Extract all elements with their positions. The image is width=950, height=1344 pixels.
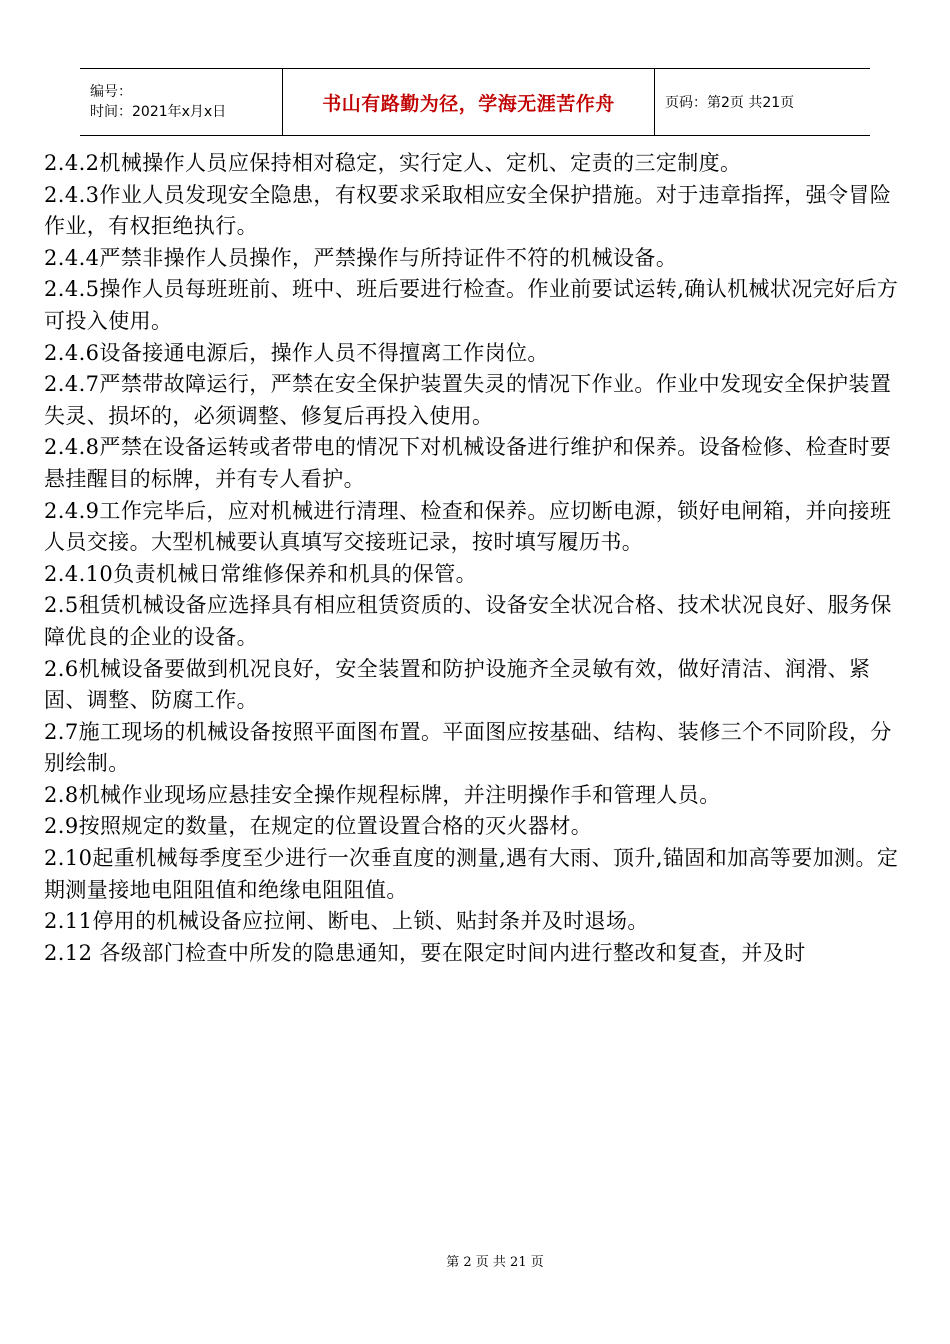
header-meta — [80, 69, 283, 135]
paragraph: 2.8机械作业现场应悬挂安全操作规程标牌，并注明操作手和管理人员。 — [44, 782, 721, 807]
header-page-cell — [655, 69, 870, 135]
paragraph: 2.4.8严禁在设备运转或者带电的情况下对机械设备进行维护和保养。设备检修、检查时要悬挂醒目的标牌，并有专人看护。 — [44, 435, 892, 491]
paragraph: 2.4.10负责机械日常维修保养和机具的保管。 — [44, 561, 477, 586]
paragraph: 2.6机械设备要做到机况良好，安全装置和防护设施齐全灵敏有效，做好清洁、润滑、紧固、调整、防腐工作。 — [44, 656, 871, 713]
paragraph: 2.4.2机械操作人员应保持相对稳定，实行定人、定机、定责的三定制度。 — [44, 151, 742, 175]
paragraph: 2.11停用的机械设备应拉闸、断电、上锁、贴封条并及时退场。 — [44, 909, 649, 934]
paragraph: 2.4.5操作人员每班班前、班中、班后要进行检查。作业前要试运转,确认机械状况完好后方可投入使用。 — [44, 277, 899, 333]
document-body — [44, 148, 912, 969]
page-header — [80, 68, 870, 136]
paragraph: 2.5租赁机械设备应选择具有相应租赁资质的、设备安全状况合格、技术状况良好、服务保障优良的企业的设备。 — [44, 593, 892, 649]
paragraph: 2.4.9工作完毕后，应对机械进行清理、检查和保养。应切断电源，锁好电闸箱，并向接班人员交接。大型机械要认真填写交接班记录，按时填写履历书。 — [44, 498, 892, 555]
paragraph: 2.9按照规定的数量，在规定的位置设置合格的灭火器材。 — [44, 814, 593, 839]
footer-page-number: 第 2 页 共 21 页 — [446, 1255, 544, 1270]
page-indicator: 页码：第2页 共21页 — [665, 95, 795, 111]
document-date: 时间：2021年x月x日 — [90, 104, 227, 120]
paragraph: 2.10起重机械每季度至少进行一次垂直度的测量,遇有大雨、顶升,锚固和加高等要加测。定期测量接地电阻阻值和绝缘电阻阻值。 — [44, 846, 899, 902]
motto-text: 书山有路勤为径，学海无涯苦作舟 — [322, 92, 615, 115]
document-number: 编号： — [90, 84, 132, 100]
paragraph: 2.12 各级部门检查中所发的隐患通知，要在限定时间内进行整改和复查，并及时 — [44, 940, 806, 965]
paragraph: 2.7施工现场的机械设备按照平面图布置。平面图应按基础、结构、装修三个不同阶段，分别绘制。 — [44, 719, 892, 776]
paragraph: 2.4.4严禁非操作人员操作，严禁操作与所持证件不符的机械设备。 — [44, 245, 678, 270]
header-motto-cell — [283, 69, 655, 135]
paragraph: 2.4.7严禁带故障运行，严禁在安全保护装置失灵的情况下作业。作业中发现安全保护装置失灵、损坏的，必须调整、修复后再投入使用。 — [44, 372, 892, 428]
page-footer — [0, 1251, 950, 1270]
paragraph: 2.4.6设备接通电源后，操作人员不得擅离工作岗位。 — [44, 340, 549, 365]
paragraph: 2.4.3作业人员发现安全隐患，有权要求采取相应安全保护措施。对于违章指挥，强令冒险作业，有权拒绝执行。 — [44, 182, 892, 239]
